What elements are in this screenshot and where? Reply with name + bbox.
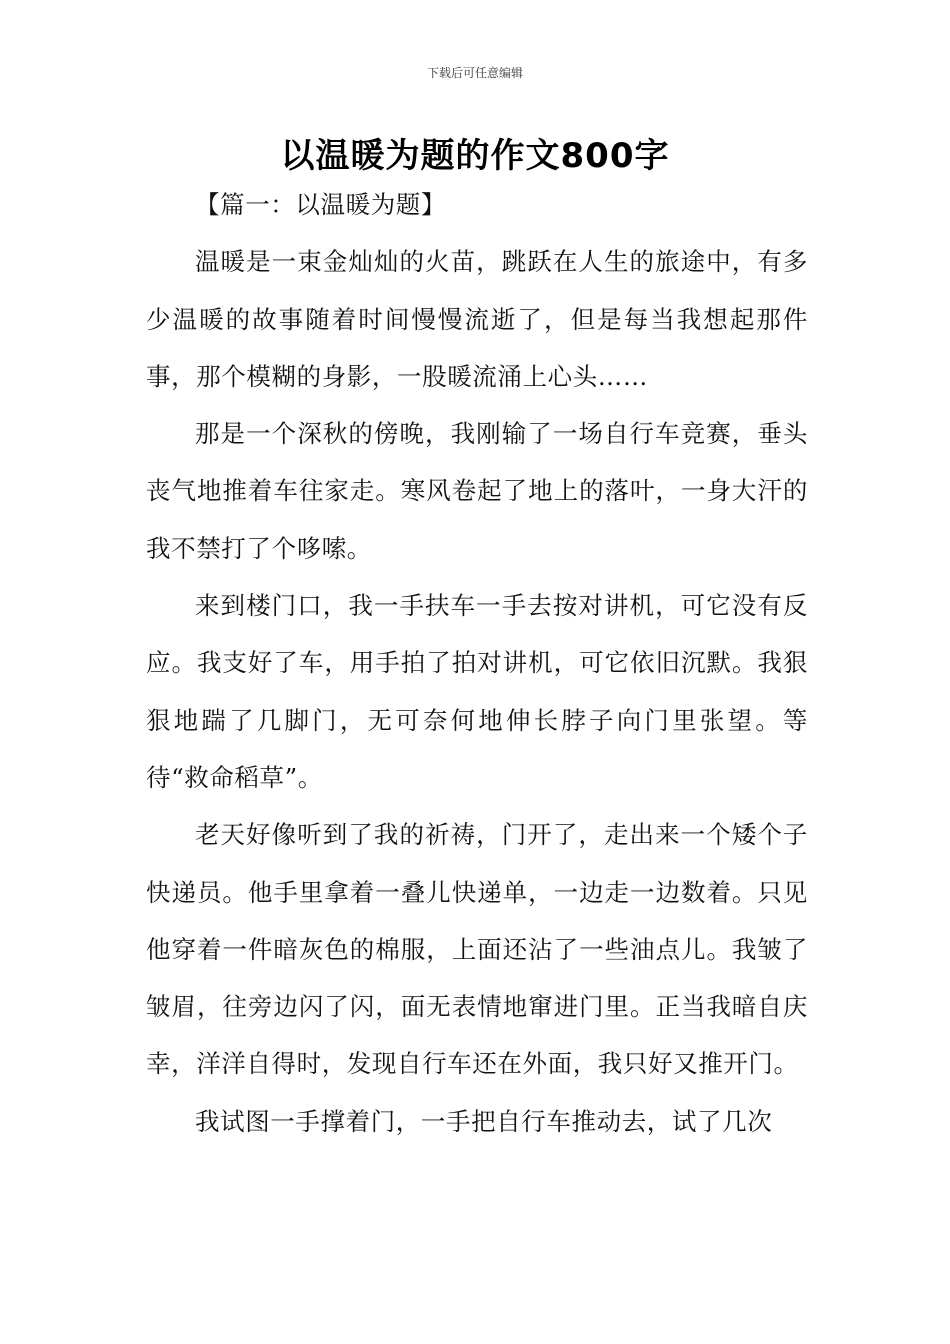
paragraph-5: 我试图一手撑着门，一手把自行车推动去，试了几次: [195, 1106, 773, 1136]
paragraph-1: 温暖是一束金灿灿的火苗，跳跃在人生的旅途中，有多少温暖的故事随着时间慢慢流逝了，但是每当我想起那件事，那个模糊的身影，一股暖流涌上心头……: [146, 247, 808, 391]
section-heading: 【篇一：以温暖为题】: [195, 190, 446, 219]
paragraph-2: 那是一个深秋的傍晚，我刚输了一场自行车竞赛，垂头丧气地推着车往家走。寒风卷起了地上的落叶，一身大汗的我不禁打了个哆嗦。: [146, 419, 808, 563]
document-title: 以温暖为题的作文800字: [280, 136, 670, 176]
header-note: 下载后可任意编辑: [426, 66, 523, 80]
paragraph-3: 来到楼门口，我一手扶车一手去按对讲机，可它没有反应。我支好了车，用手拍了拍对讲机，可它依旧沉默。我狠狠地踹了几脚门，无可奈何地伸长脖子向门里张望。等待“救命稻草”。: [146, 591, 808, 792]
paragraph-4: 老天好像听到了我的祈祷，门开了，走出来一个矮个子快递员。他手里拿着一叠儿快递单，一边走一边数着。只见他穿着一件暗灰色的棉服，上面还沾了一些油点儿。我皱了皱眉，往旁边闪了闪，面无表情地窜进门里。正当我暗自庆幸，洋洋自得时，发现自行车还在外面，我只好又推开门。: [146, 820, 808, 1079]
document-body: [146, 176, 808, 1150]
